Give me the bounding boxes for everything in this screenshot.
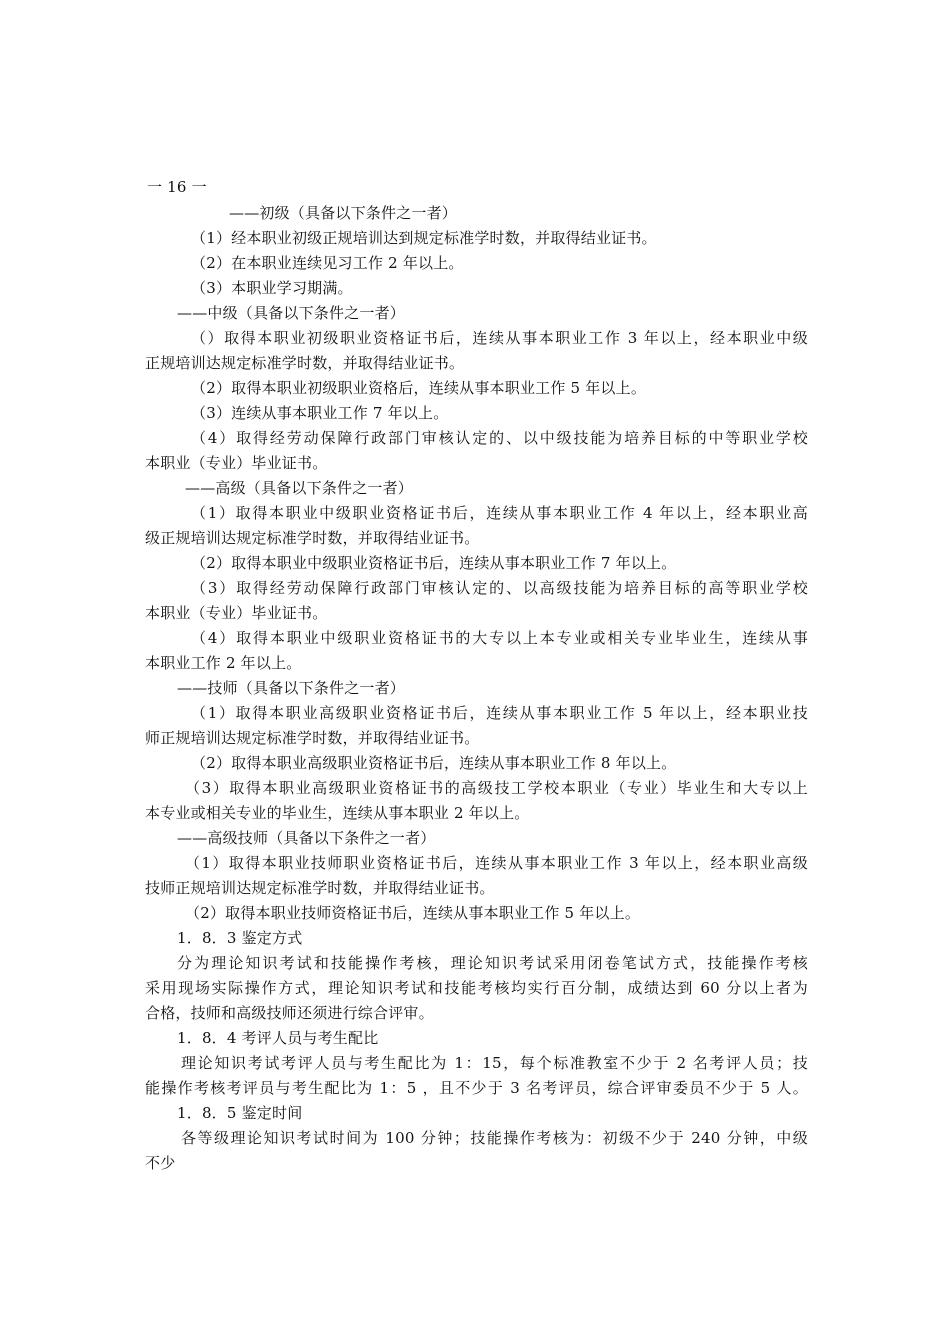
section-heading-1-8-3: 1．8．3 鉴定方式: [177, 929, 303, 947]
text-line: （3）连续从事本职业工作 7 年以上。: [191, 404, 449, 422]
heading-senior: ——高级（具备以下条件之一者）: [185, 479, 414, 497]
text-line: 理论知识考试考评人员与考生配比为 1：15，每个标准教室不少于 2 名考评人员；技: [181, 1054, 808, 1072]
text-line: 技师正规培训达规定标准学时数，并取得结业证书。: [145, 879, 495, 897]
text-line: 分为理论知识考试和技能操作考核，理论知识考试采用闭卷笔试方式，技能操作考核: [177, 954, 808, 972]
text-line: （2）取得本职业中级职业资格证书后，连续从事本职业工作 7 年以上。: [191, 554, 677, 572]
text-line: （2）在本职业连续见习工作 2 年以上。: [191, 254, 464, 272]
text-line: （3）取得经劳动保障行政部门审核认定的、以高级技能为培养目标的高等职业学校: [191, 579, 808, 597]
text-line: （1）取得本职业高级职业资格证书后，连续从事本职业工作 5 年以上，经本职业技: [191, 704, 808, 722]
section-heading-1-8-5: 1．8．5 鉴定时间: [177, 1104, 303, 1122]
text-line: 师正规培训达规定标准学时数，并取得结业证书。: [145, 729, 480, 747]
text-line: 各等级理论知识考试时间为 100 分钟；技能操作考核为：初级不少于 240 分钟，中级: [181, 1129, 808, 1147]
text-line: 不少: [145, 1154, 176, 1172]
text-line: 本专业或相关专业的毕业生，连续从事本职业 2 年以上。: [145, 804, 530, 822]
text-line: 正规培训达规定标准学时数，并取得结业证书。: [145, 354, 465, 372]
text-line: 本职业（专业）毕业证书。: [145, 454, 328, 472]
text-line: （3）本职业学习期满。: [191, 279, 353, 297]
text-line: （2）取得本职业初级职业资格后，连续从事本职业工作 5 年以上。: [191, 379, 647, 397]
text-line: （4）取得本职业中级职业资格证书的大专以上本专业或相关专业毕业生，连续从事: [191, 629, 808, 647]
section-heading-1-8-4: 1．8．4 考评人员与考生配比: [177, 1029, 379, 1047]
text-line: 合格，技师和高级技师还须进行综合评审。: [145, 1004, 434, 1022]
text-line: 能操作考核考评员与考生配比为 1：5 ，且不少于 3 名考评员，综合评审委员不少于 5 人。: [145, 1079, 808, 1097]
text-line: 采用现场实际操作方式，理论知识考试和技能考核均实行百分制，成绩达到 60 分以上者为: [145, 979, 808, 997]
text-line: 本职业工作 2 年以上。: [145, 654, 302, 672]
text-line: （3）取得本职业高级职业资格证书的高级技工学校本职业（专业）毕业生和大专以上: [185, 779, 808, 797]
text-line: （4）取得经劳动保障行政部门审核认定的、以中级技能为培养目标的中等职业学校: [191, 429, 808, 447]
text-line: 级正规培训达规定标准学时数，并取得结业证书。: [145, 529, 480, 547]
text-line: （1）取得本职业中级职业资格证书后，连续从事本职业工作 4 年以上，经本职业高: [191, 504, 808, 522]
text-line: （2）取得本职业高级职业资格证书后，连续从事本职业工作 8 年以上。: [191, 754, 677, 772]
text-line: （2）取得本职业技师资格证书后，连续从事本职业工作 5 年以上。: [185, 904, 641, 922]
text-line: （）取得本职业初级职业资格证书后，连续从事本职业工作 3 年以上，经本职业中级: [191, 329, 808, 347]
heading-technician: ——技师（具备以下条件之一者）: [177, 679, 406, 697]
heading-intermediate: ——中级（具备以下条件之一者）: [177, 304, 406, 322]
heading-junior: ——初级（具备以下条件之一者）: [229, 204, 458, 222]
text-line: （1）经本职业初级正规培训达到规定标准学时数，并取得结业证书。: [191, 229, 657, 247]
text-line: 本职业（专业）毕业证书。: [145, 604, 328, 622]
text-line: （1）取得本职业技师职业资格证书后，连续从事本职业工作 3 年以上，经本职业高级: [185, 854, 808, 872]
page-number: 一 16 一: [147, 178, 207, 196]
heading-senior-technician: ——高级技师（具备以下条件之一者）: [177, 829, 436, 847]
